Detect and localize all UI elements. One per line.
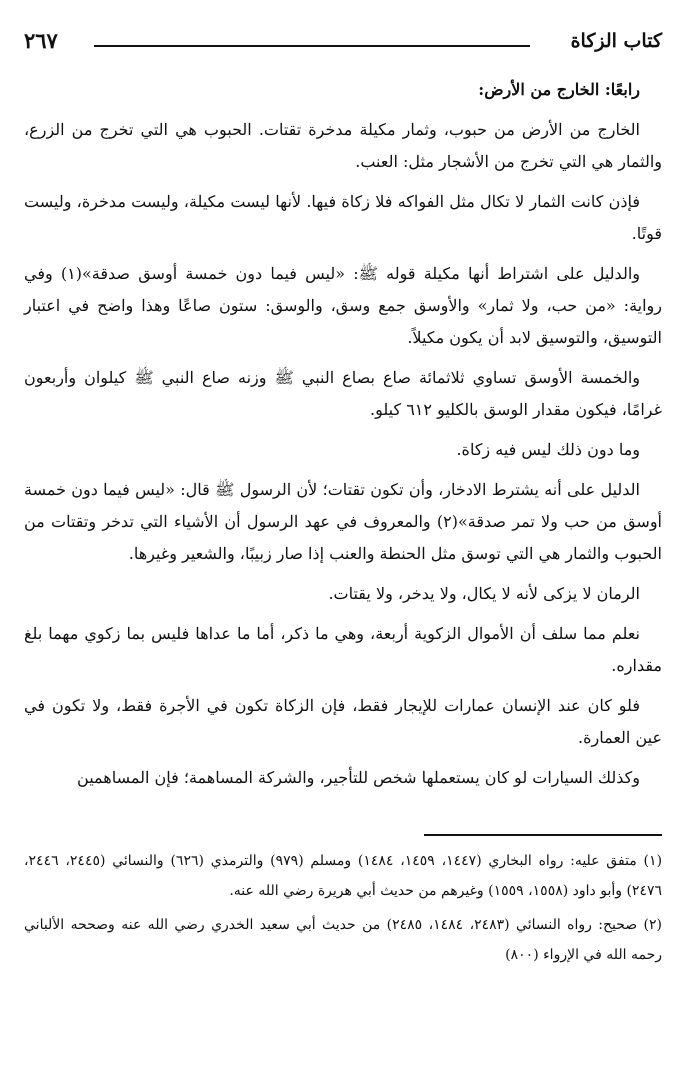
footnote-rule [424, 834, 662, 836]
page-number: ٢٦٧ [24, 28, 58, 53]
paragraph: الرمان لا يزكى لأنه لا يكال، ولا يدخر، ولا يقتات. [328, 584, 640, 603]
body-text [24, 74, 662, 802]
paragraph: وكذلك السيارات لو كان يستعملها شخص للتأجير، والشركة المساهمة؛ فإن المساهمين [77, 768, 640, 787]
footnote-2: (٢) صحيح: رواه النسائي (٢٤٨٣، ١٤٨٤، ٢٤٨٥) من حديث أبي سعيد الخدري رضي الله عنه وصححه الألباني رحمه الله في الإرواء (٨٠٠) [24, 917, 663, 963]
running-title: كتاب الزكاة [570, 30, 662, 52]
paragraph: فإذن كانت الثمار لا تكال مثل الفواكه فلا زكاة فيها. لأنها ليست مكيلة، وليست مدخرة، وليست قوتًا. [24, 192, 662, 243]
page-header [24, 28, 662, 62]
paragraph: الخارج من الأرض من حبوب، وثمار مكيلة مدخرة تقتات. الحبوب هي التي تخرج من الزرع، والثمار هي التي تخرج من الأشجار مثل: العنب. [24, 120, 662, 171]
footnote-1: (١) متفق عليه: رواه البخاري (١٤٤٧، ١٤٥٩، ١٤٨٤) ومسلم (٩٧٩) والترمذي (٦٢٦) والنسائي (٢٤٤٥، ٢٤٤٦، ٢٤٧٦) وأبو داود (١٥٥٨، ١٥٥٩) وغيرهم من حديث أبي هريرة رضي الله عنه. [24, 853, 663, 899]
paragraph: نعلم مما سلف أن الأموال الزكوية أربعة، وهي ما ذكر، أما ما عداها فليس بما زكوي مهما بلغ مقداره. [24, 624, 662, 675]
section-heading: رابعًا: الخارج من الأرض: [478, 80, 640, 99]
paragraph: فلو كان عند الإنسان عمارات للإيجار فقط، فإن الزكاة تكون في الأجرة فقط، ولا تكون في عين العمارة. [24, 696, 662, 747]
paragraph: والدليل على اشتراط أنها مكيلة قوله ﷺ: «ليس فيما دون خمسة أوسق صدقة»(١) وفي رواية: «من حب، ولا ثمار» والأوسق جمع وسق، والوسق: ستون صاعًا وهذا واضح في اعتبار التوسيق، والتوسيق لابد أن يكون مكيلاً. [24, 264, 662, 347]
paragraph: وما دون ذلك ليس فيه زكاة. [456, 440, 640, 459]
paragraph: والخمسة الأوسق تساوي ثلاثمائة صاع بصاع النبي ﷺ وزنه صاع النبي ﷺ كيلوان وأربعون غرامًا، فيكون مقدار الوسق بالكليو ٦١٢ كيلو. [24, 368, 662, 419]
footnotes [24, 846, 662, 974]
header-rule [94, 45, 530, 47]
paragraph: الدليل على أنه يشترط الادخار، وأن تكون تقتات؛ لأن الرسول ﷺ قال: «ليس فيما دون خمسة أوسق من حب ولا تمر صدقة»(٢) والمعروف في عهد الرسول أن الأشياء التي تدخر وتقتات من الحبوب والثمار هي التي توسق مثل الحنطة والعنب إذا صار زبيبًا، والشعير وغيرها. [24, 480, 663, 563]
